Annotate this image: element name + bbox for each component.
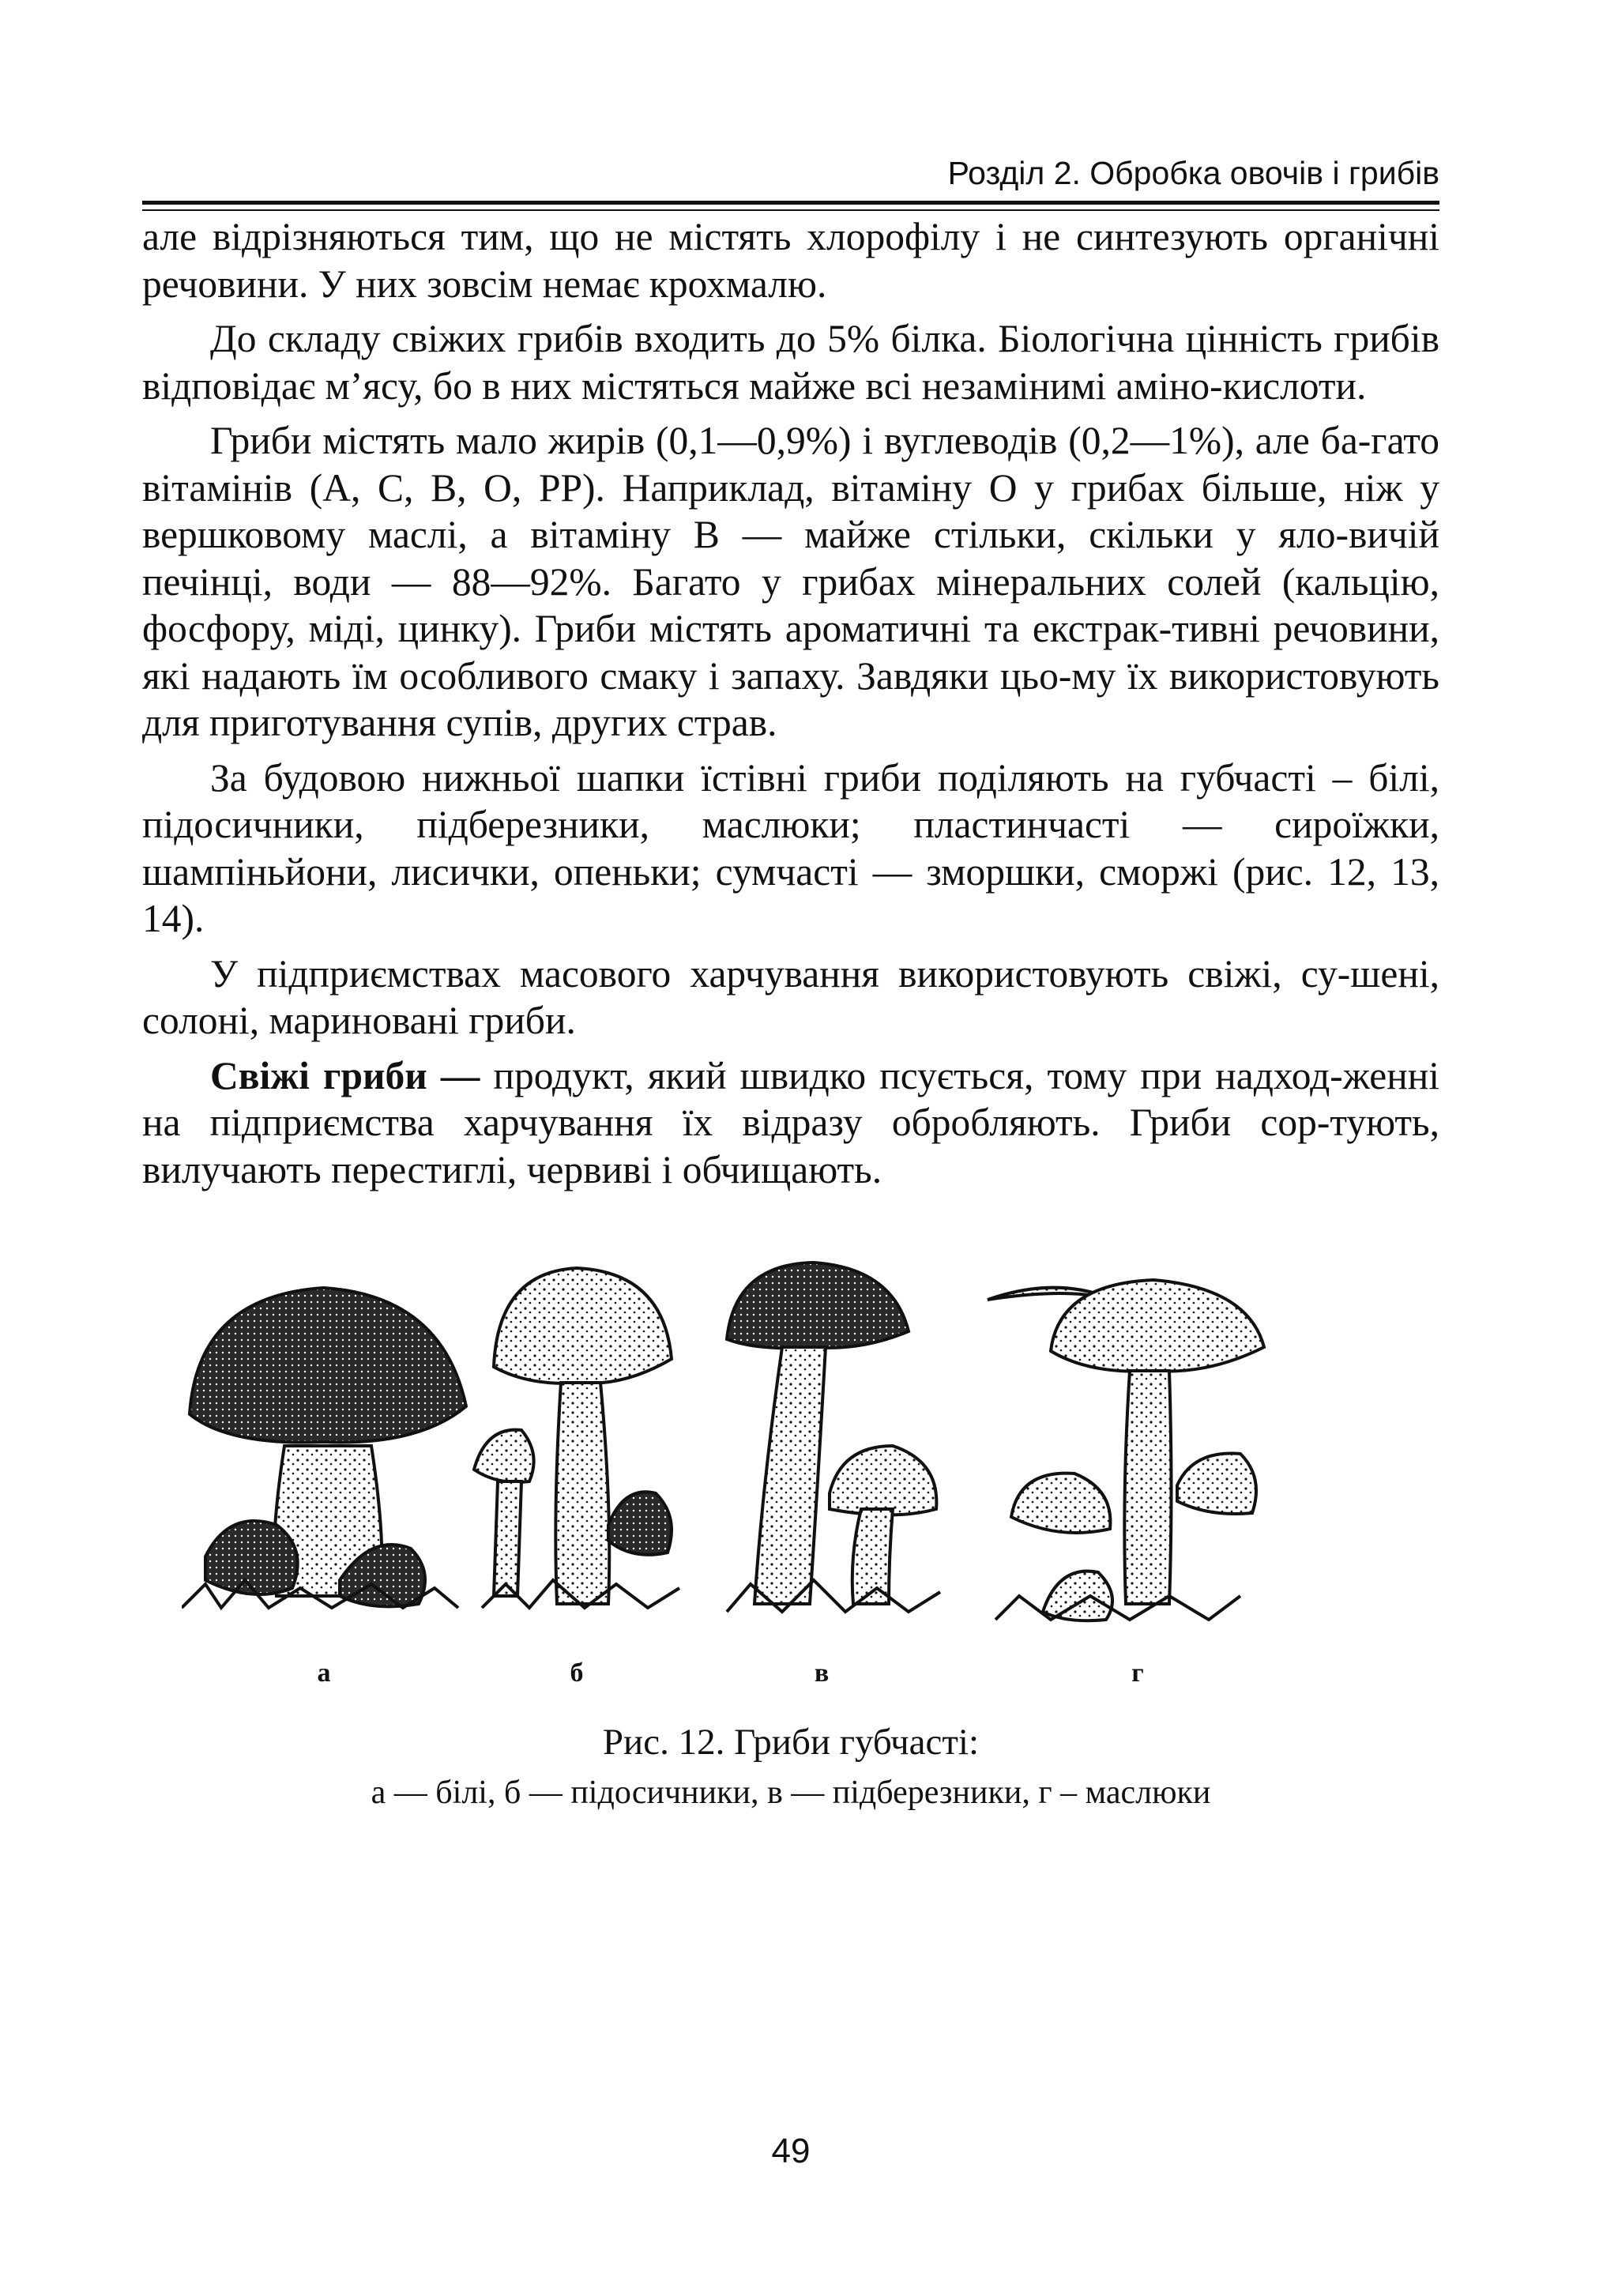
body-text: [142, 213, 1439, 1201]
figure-label-c: в: [814, 1658, 830, 1688]
paragraph-2: До складу свіжих грибів входить до 5% білка. Біологічна цінність грибів відповідає м’ясу, бо в них містяться майже всі незамінимі аміно-кислоти.: [142, 317, 1439, 408]
mushroom-figure: [182, 1248, 1375, 1691]
mushroom-c-illustration: [727, 1263, 940, 1612]
figure-label-b: б: [570, 1658, 584, 1688]
paragraph-6-text: продукт, який швидко псується, тому при надход-женні на підприємства харчування їх відразу обробляють. Гриби сор-тують, вилучають перестиглі, червиві і обчищають.: [142, 1053, 1439, 1191]
mushroom-d-illustration: [988, 1280, 1264, 1620]
mushroom-b-illustration: [474, 1268, 679, 1608]
paragraph-3: Гриби містять мало жирів (0,1—0,9%) і вуглеводів (0,2—1%), але ба-гато вітамінів (А, С, В, О, РР). Наприклад, вітаміну О у грибах більше, ніж у вершковому маслі, а вітаміну В — майже стільки, скільки у яло-вичій печінці, води — 88—92%. Багато у грибах мінеральних солей (кальцію, фосфору, міді, цинку). Гриби містять ароматичні та екстрак-тивні речовини, які надають їм особливого смаку і запаху. Завдяки цьо-му їх використовують для приготування супів, других страв.: [142, 419, 1439, 744]
running-header: Розділ 2. Обробка овочів і грибів: [947, 155, 1439, 191]
figure-label-a: а: [317, 1658, 331, 1688]
paragraph-4: За будовою нижньої шапки їстівні гриби поділяють на губчасті – білі, підосичники, підберезники, маслюки; пластинчасті — сироїжки, шампіньйони, лисички, опеньки; сумчасті — зморшки, сморжі (рис. 12, 13, 14).: [142, 755, 1439, 940]
header-rule-thin: [142, 209, 1439, 211]
figure-caption: Рис. 12. Гриби губчасті:: [602, 1722, 980, 1763]
paragraph-5: У підприємствах масового харчування використовують свіжі, су-шені, солоні, мариновані гриби.: [142, 951, 1439, 1042]
paragraph-6-term: Свіжі гриби —: [210, 1053, 480, 1097]
header-rule-thick: [142, 201, 1439, 205]
figure-legend: а — білі, б — підосичники, в — підберезники, г – маслюки: [371, 1775, 1211, 1811]
figure-label-d: г: [1131, 1658, 1144, 1688]
paragraph-6: [142, 1052, 1439, 1194]
mushroom-a-illustration: [182, 1288, 466, 1608]
paragraph-1: але відрізняються тим, що не містять хлорофілу і не синтезують органічні речовини. У них зовсім немає крохмалю.: [142, 215, 1439, 306]
page-number: 49: [771, 2132, 811, 2170]
